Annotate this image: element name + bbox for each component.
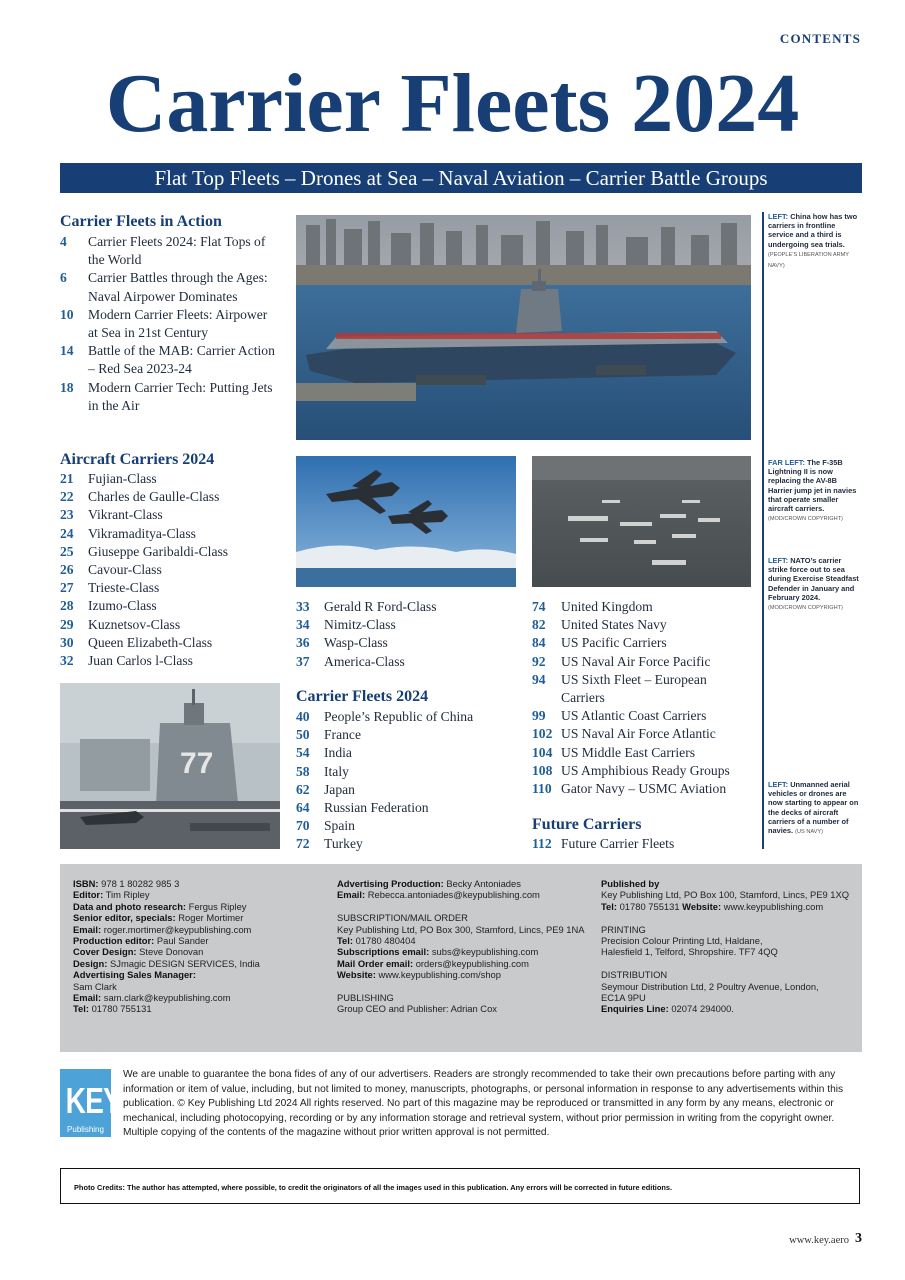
toc-entry xyxy=(532,835,752,853)
toc-page-number: 25 xyxy=(60,543,74,559)
caption-nato-strike-force xyxy=(768,556,860,613)
page-title: Carrier Fleets 2024 xyxy=(105,57,800,150)
toc-page-number: 30 xyxy=(60,634,74,650)
toc-page-number: 29 xyxy=(60,616,74,632)
toc-page-number: 72 xyxy=(296,836,310,852)
toc-page-number: 62 xyxy=(296,781,310,797)
disclaimer-text: We are unable to guarantee the bona fides of any of our advertisers. Readers are strongly recommended to take their own precautions before parting with any information or item of value, including, but not limited to money, manuscripts, photographs, or personal information in response to any advertisements within this publication. © Key Publishing Ltd 2024 All rights reserved. No part of this magazine may be reproduced or transmitted in any form by any means, electronic or mechanical, including photocopying, recording or by any information storage and retrieval system, without prior permission in writing from the copyright owner. Multiple copying of the contents of the magazine without prior written approval is not permitted. xyxy=(123,1069,844,1139)
toc-entry-title: US Naval Air Force Atlantic xyxy=(561,726,716,742)
toc-page-number: 23 xyxy=(60,507,74,523)
photo-carrier-drone xyxy=(60,683,280,849)
toc-entry-title: Vikrant-Class xyxy=(88,507,163,523)
toc-entry xyxy=(532,616,752,634)
toc-entry xyxy=(296,653,521,671)
toc-entry-title: Turkey xyxy=(324,836,363,852)
svg-text:77: 77 xyxy=(180,747,214,780)
toc-entry xyxy=(296,726,521,744)
credits-box xyxy=(60,864,862,1052)
toc-page-number: 37 xyxy=(296,653,310,669)
toc-entry-title: United Kingdom xyxy=(561,599,653,614)
toc-page-number: 24 xyxy=(60,525,74,541)
toc-entry xyxy=(60,506,285,524)
toc-entry-title: US Middle East Carriers xyxy=(561,744,696,760)
toc-entry xyxy=(296,616,521,634)
toc-page-number: 18 xyxy=(60,379,74,395)
toc-entry xyxy=(60,597,285,615)
toc-entry-title: Charles de Gaulle-Class xyxy=(88,489,220,505)
toc-entry xyxy=(60,342,276,378)
toc-page-number: 27 xyxy=(60,580,74,596)
toc-entry xyxy=(296,817,521,835)
section-label: CONTENTS xyxy=(779,31,861,46)
toc-page-number: 74 xyxy=(532,599,546,614)
toc-entry-title: India xyxy=(324,745,352,761)
toc-entry xyxy=(532,653,752,671)
toc-entry xyxy=(60,233,276,269)
toc-entry-title: US Naval Air Force Pacific xyxy=(561,653,711,669)
email-link[interactable]: Rebecca.antoniades@keypublishing.com xyxy=(367,889,540,901)
toc-entry xyxy=(296,763,521,781)
toc-entry xyxy=(532,780,752,798)
credits-column-publisher: Published by Key Publishing Ltd, PO Box 100, Stamford, Lincs, PE9 1XQ Tel: 01780 755131 Website: www.keypublishing.com PRINTING Precision Colour Printing Ltd, Haldane, Halesfield 1, Telford, Shropshire. TF7 4QQ DISTRIBUTION Seymour Distribution Ltd, 2 Poultry Avenue, London, EC1A 9PU Enquiries Line: 02074 294000. xyxy=(601,878,850,1015)
toc-page-number: 36 xyxy=(296,635,310,651)
toc-entry xyxy=(296,634,521,652)
toc-entry xyxy=(532,762,752,780)
toc-page-number: 40 xyxy=(296,709,310,724)
credits-column-advertising: Advertising Production: Becky Antoniades Email: Rebecca.antoniades@keypublishing.com SUBSCRIPTION/MAIL ORDER Key Publishing Ltd, PO Box 300, Stamford, Lincs, PE9 1NA Tel: 01780 480404 Subscriptions email: subs@keypublishing.com Mail Order email: orders@keypublishing.com Website: www.keypublishing.com/shop PUBLISHING Group CEO and Publisher: Adrian Cox xyxy=(337,878,585,1015)
toc-entry-title: US Pacific Carriers xyxy=(561,635,667,651)
toc-list-future xyxy=(532,835,752,853)
toc-entry-title: America-Class xyxy=(324,653,405,669)
toc-page-number: 110 xyxy=(532,781,552,797)
caption-text: NATO’s carrier strike force out to sea during Exercise Steadfast Defender in January and February 2024. xyxy=(768,556,859,602)
toc-entry-title: US Atlantic Coast Carriers xyxy=(561,708,707,724)
toc-page-number: 21 xyxy=(60,471,74,486)
toc-entry xyxy=(60,634,285,652)
caption-drones xyxy=(768,780,860,837)
toc-page-number: 4 xyxy=(60,234,67,249)
credits-column-staff: ISBN: 978 1 80282 985 3 Editor: Tim Ripley Data and photo research: Fergus Ripley Senior editor, specials: Roger Mortimer Email: roger.mortimer@keypublishing.com Production editor: Paul Sander Cover Design: Steve Donovan Design: SJmagic DESIGN SERVICES, India Advertising Sales Manager: Sam Clark Email: sam.clark@keypublishing.com Tel: 01780 755131 xyxy=(73,878,260,1015)
toc-entry-title: Russian Federation xyxy=(324,800,429,816)
toc-entry-title: Vikramaditya-Class xyxy=(88,525,196,541)
toc-entry xyxy=(532,671,752,707)
toc-entry-title: Spain xyxy=(324,818,355,834)
toc-entry-title: Queen Elizabeth-Class xyxy=(88,634,213,650)
toc-entry xyxy=(296,744,521,762)
toc-entry xyxy=(296,835,521,853)
toc-entry-title: Giuseppe Garibaldi-Class xyxy=(88,543,229,559)
toc-entry-title: Fujian-Class xyxy=(88,471,157,486)
toc-entry xyxy=(60,579,285,597)
toc-entry-title: Juan Carlos l-Class xyxy=(88,653,193,669)
toc-entry-title: Carrier Battles through the Ages: Naval Airpower Dominates xyxy=(88,270,268,304)
toc-entry xyxy=(296,598,521,616)
toc-page-number: 28 xyxy=(60,598,74,614)
photo-chinese-carrier xyxy=(296,215,751,440)
toc-entry-title: Gerald R Ford-Class xyxy=(324,599,437,614)
toc-entry xyxy=(60,269,276,305)
toc-entry-title: Nimitz-Class xyxy=(324,617,396,633)
toc-entry xyxy=(60,488,285,506)
page-number: 3 xyxy=(855,1231,862,1246)
toc-page-number: 92 xyxy=(532,653,546,669)
caption-lead: LEFT: xyxy=(768,556,789,565)
toc-page-number: 10 xyxy=(60,306,74,322)
caption-lead: LEFT: xyxy=(768,780,789,789)
toc-list-aircraft-carriers xyxy=(60,470,285,670)
photo-f35b-jets xyxy=(296,456,516,587)
toc-entry xyxy=(60,525,285,543)
toc-page-number: 94 xyxy=(532,671,546,687)
toc-page-number: 112 xyxy=(532,836,552,851)
email-link[interactable]: subs@keypublishing.com xyxy=(431,946,539,958)
toc-entry xyxy=(60,543,285,561)
photo-nato-strike-force xyxy=(532,456,751,587)
toc-entry-title: Japan xyxy=(324,781,355,797)
photo-credits-text: Photo Credits: The author has attempted, where possible, to credit the originators of all the images used in this publication. Any errors will be corrected in future editions. xyxy=(74,1183,673,1192)
toc-entry xyxy=(296,781,521,799)
toc-entry xyxy=(532,707,752,725)
toc-entry xyxy=(60,652,285,670)
toc-page-number: 6 xyxy=(60,270,67,286)
toc-entry-title: Future Carrier Fleets xyxy=(561,836,675,851)
toc-entry xyxy=(60,306,276,342)
email-link[interactable]: orders@keypublishing.com xyxy=(415,957,529,969)
section-heading-fleets: Carrier Fleets 2024 xyxy=(296,688,429,705)
toc-page-number: 108 xyxy=(532,762,553,778)
toc-entry-title: Gator Navy – USMC Aviation xyxy=(561,781,727,797)
toc-entry xyxy=(532,725,752,743)
section-heading-future: Future Carriers xyxy=(532,816,642,833)
toc-entry-title: Wasp-Class xyxy=(324,635,388,651)
toc-entry-title: United States Navy xyxy=(561,617,667,633)
toc-entry xyxy=(532,744,752,762)
caption-rule xyxy=(762,212,764,849)
caption-text: China how has two carriers in frontline service and a third is undergoing sea trials. xyxy=(768,212,858,249)
toc-entry xyxy=(296,799,521,817)
toc-entry-title: Modern Carrier Tech: Putting Jets in the Air xyxy=(88,379,273,413)
caption-credit: (US NAVY) xyxy=(795,829,823,836)
subtitle-banner: Flat Top Fleets – Drones at Sea – Naval Aviation – Carrier Battle Groups xyxy=(60,163,862,193)
logo-subtext: Publishing xyxy=(67,1125,104,1134)
toc-entry-title: US Sixth Fleet – European Carriers xyxy=(561,671,707,706)
toc-entry-title: Carrier Fleets 2024: Flat Tops of the World xyxy=(88,234,266,268)
caption-lead: LEFT: xyxy=(768,212,789,221)
caption-credit: (MOD/CROWN COPYRIGHT) xyxy=(768,516,843,523)
toc-page-number: 54 xyxy=(296,745,310,761)
toc-entry-title: Modern Carrier Fleets: Airpower at Sea in 21st Century xyxy=(88,306,268,341)
caption-lead: FAR LEFT: xyxy=(768,458,805,467)
email-link[interactable]: sam.clark@keypublishing.com xyxy=(103,992,231,1004)
toc-page-number: 33 xyxy=(296,599,310,614)
toc-list-fleets xyxy=(296,708,521,854)
toc-entry-title: Cavour-Class xyxy=(88,562,162,578)
toc-page-number: 32 xyxy=(60,653,74,669)
toc-page-number: 14 xyxy=(60,343,74,359)
toc-page-number: 50 xyxy=(296,727,310,743)
toc-entry-title: Kuznetsov-Class xyxy=(88,616,181,632)
email-link[interactable]: roger.mortimer@keypublishing.com xyxy=(103,923,252,935)
footer-url: www.key.aero xyxy=(789,1235,849,1246)
toc-page-number: 70 xyxy=(296,818,310,834)
toc-entry-title: US Amphibious Ready Groups xyxy=(561,762,730,778)
caption-credit: (MOD/CROWN COPYRIGHT) xyxy=(768,605,843,612)
toc-entry xyxy=(532,634,752,652)
toc-page-number: 99 xyxy=(532,708,546,724)
website-link[interactable]: www.keypublishing.com/shop xyxy=(378,969,501,981)
toc-entry xyxy=(532,598,752,616)
section-heading-in-action: Carrier Fleets in Action xyxy=(60,213,222,230)
toc-list-us-classes xyxy=(296,598,521,671)
toc-page-number: 64 xyxy=(296,800,310,816)
toc-entry xyxy=(60,470,285,488)
toc-list-in-action xyxy=(60,233,276,415)
toc-entry-title: People’s Republic of China xyxy=(324,709,474,724)
toc-page-number: 102 xyxy=(532,726,553,742)
toc-page-number: 26 xyxy=(60,562,74,578)
toc-page-number: 104 xyxy=(532,744,553,760)
toc-page-number: 58 xyxy=(296,763,310,779)
toc-entry-title: Battle of the MAB: Carrier Action – Red Sea 2023-24 xyxy=(88,343,275,377)
logo-letters: KEY xyxy=(65,1080,122,1121)
toc-entry-title: Izumo-Class xyxy=(88,598,157,614)
photo-credits-box xyxy=(60,1168,860,1204)
toc-entry xyxy=(60,561,285,579)
caption-credit: (PEOPLE’S LIBERATION ARMY NAVY) xyxy=(768,251,849,270)
toc-page-number: 34 xyxy=(296,617,310,633)
toc-page-number: 84 xyxy=(532,635,546,651)
website-link[interactable]: www.keypublishing.com xyxy=(723,900,824,912)
caption-chinese-carrier xyxy=(768,212,860,271)
toc-entry-title: Trieste-Class xyxy=(88,580,160,596)
toc-entry xyxy=(60,616,285,634)
toc-entry-title: France xyxy=(324,727,361,743)
toc-entry xyxy=(296,708,521,726)
toc-entry xyxy=(60,379,276,415)
caption-text: Unmanned aerial vehicles or drones are now starting to appear on the decks of aircraft carriers of a number of navies. xyxy=(768,780,859,836)
caption-text: The F-35B Lightning II is now replacing the AV-8B Harrier jump jet in navies that operate smaller aircraft carriers. xyxy=(768,458,857,514)
toc-list-fleets-continued xyxy=(532,598,752,798)
section-heading-aircraft-carriers: Aircraft Carriers 2024 xyxy=(60,451,215,468)
toc-page-number: 82 xyxy=(532,617,546,633)
toc-page-number: 22 xyxy=(60,489,74,505)
caption-f35b xyxy=(768,458,860,524)
key-publishing-logo xyxy=(60,1069,122,1137)
toc-entry-title: Italy xyxy=(324,763,349,779)
